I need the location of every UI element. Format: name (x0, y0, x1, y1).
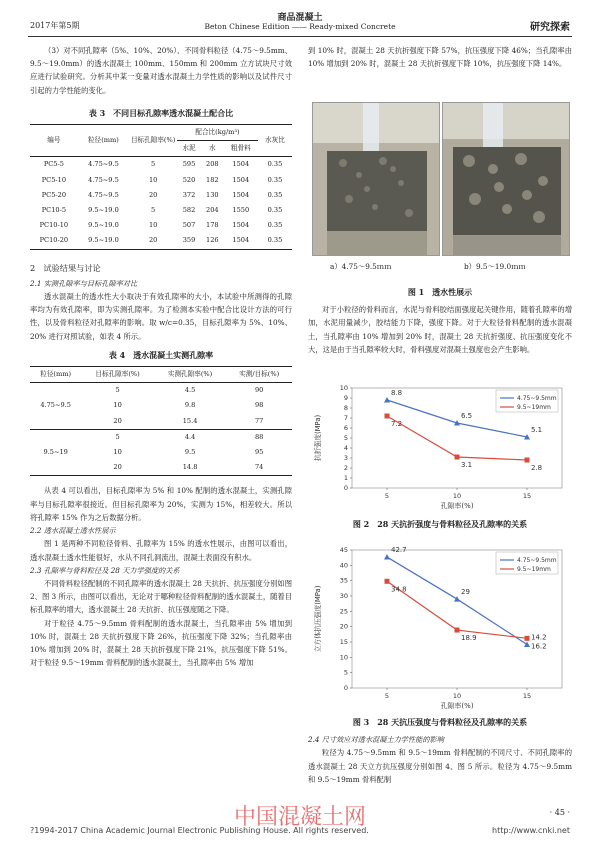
y-tick-label: 3 (343, 454, 348, 462)
permeable-concrete-photo-b (443, 103, 569, 255)
table3-cell: 4.75~9.5 (88, 160, 119, 169)
x-tick-label: 15 (522, 492, 532, 500)
table3-cell: 9.5~19.0 (88, 206, 119, 215)
table4-cell: 9.8 (184, 401, 196, 410)
table3-cell: 1504 (232, 236, 250, 245)
table3-h-cement: 水泥 (182, 144, 196, 153)
figure1-caption: 图 1 透水性展示 (407, 287, 473, 297)
table4-h-measured: 实测孔隙率(%) (167, 370, 213, 379)
table4-h-size: 粒径(mm) (40, 370, 72, 379)
table3-cell: 20 (148, 236, 158, 245)
table3-cell: 582 (182, 206, 196, 215)
right-column-bottom (308, 712, 572, 786)
data-point (455, 455, 460, 460)
table3-cell: 1550 (232, 206, 250, 215)
table3-h-porosity: 目标孔隙率(%) (129, 125, 177, 157)
section-2-3-heading: 2.3 孔隙率与骨料粒径及 28 天力学强度的关系 (30, 565, 180, 575)
section-2-3-paragraph-b: 对于粒径 4.75～9.5mm 骨料配制的透水混凝土，当孔隙率由 5% 增加到 10% 时，混凝土 28 天抗折强度下降 26%，抗压强度下降 32%；当孔隙率由 10% 增加到 20% 时，混凝土 28 天抗折强度下降 21%，抗压强度下降 51%。对于粒径 9.5～19mm 骨料配制的透水混凝土，当孔隙率由 5% 增加 (30, 618, 292, 668)
figure3-caption: 图 3 28 天抗压强度与骨料粒径及孔隙率的关系 (352, 717, 528, 727)
table3-cell: 130 (206, 190, 219, 199)
y-tick-label: 45 (339, 546, 348, 554)
table3-row (30, 233, 292, 249)
figure3-chart (312, 542, 574, 710)
permeable-concrete-photo-a (313, 103, 439, 255)
issue-label: 2017年第5期 (30, 21, 80, 30)
data-point (385, 414, 390, 419)
table3-cell: 10 (148, 175, 158, 184)
left-column (30, 44, 292, 669)
table4-cell: 95 (254, 448, 264, 457)
section-2-4-heading: 2.4 尺寸效应对透水混凝土力学性能的影响 (308, 735, 444, 745)
table3-h-no: 编号 (30, 125, 78, 157)
y-tick-label: 30 (339, 592, 348, 600)
table3-cell: 1504 (232, 160, 250, 169)
data-point (455, 628, 460, 633)
y-tick-label: 35 (339, 576, 348, 585)
y-axis-label: 抗折强度(MPa) (314, 414, 322, 462)
journal-title-en: Beton Chinese Edition —— Ready-mixed Concrete (204, 22, 396, 31)
table3-row (30, 203, 292, 218)
table3-cell: 182 (206, 175, 219, 184)
x-axis-label: 孔隙率(%) (440, 702, 474, 710)
table4-cell: 10 (113, 401, 122, 410)
x-tick-label: 10 (452, 692, 462, 700)
table4-cell: 14.8 (182, 463, 198, 472)
table3-cell: 520 (182, 175, 196, 184)
table3-row (30, 173, 292, 188)
y-tick-label: 15 (339, 638, 348, 646)
table3-cell: PC10-20 (39, 236, 69, 245)
y-tick-label: 2 (343, 464, 348, 472)
table3-cell: 0.35 (267, 221, 283, 230)
watermark-brand: 中国混凝土网 (233, 805, 366, 830)
section-2-1-heading: 2.1 实测孔隙率与目标孔隙率对比 (30, 278, 138, 288)
intro-paragraph: （3）对不同孔隙率（5%、10%、20%）、不同骨料粒径（4.75～9.5mm、9.5～19.0mm）的透水混凝土 100mm、150mm 和 200mm 立方试块尺寸效应进行试验研究。分析其中某一变量对透水混凝土力学性质的影响以及试件尺寸引起的力学性能的变化。 (30, 46, 292, 95)
data-label: 16.2 (531, 642, 547, 651)
figure2-caption-wrap (308, 514, 572, 535)
table3-cell: 595 (182, 160, 196, 169)
data-point (525, 636, 530, 641)
data-label: 7.2 (391, 420, 403, 428)
table4-cell: 4.5 (184, 386, 196, 395)
y-tick-label: 8 (343, 404, 348, 412)
data-label: 29 (461, 588, 470, 597)
table4-group-cell: 9.5~19 (30, 429, 81, 476)
table4-cell: 4.4 (184, 432, 196, 441)
journal-title-cn: 商品混凝土 (277, 13, 323, 23)
legend-entry: 9.5~19mm (517, 566, 551, 573)
x-tick-label: 5 (384, 692, 390, 700)
y-tick-label: 6 (343, 424, 348, 432)
y-tick-label: 5 (343, 668, 348, 677)
figure2-caption: 图 2 28 天抗折强度与骨料粒径及孔隙率的关系 (352, 519, 528, 529)
footer (30, 826, 570, 835)
section-2-2-paragraph: 图 1 是两种不同粒径骨料、孔隙率为 15% 的透水性展示，由图可以看出，透水混凝土透水性能很好，水从不同孔洞流出，混凝土表面没有积水。 (30, 539, 292, 562)
table4-cell: 20 (113, 463, 122, 472)
table3-cell: 1504 (232, 221, 250, 230)
table3-cell: 126 (206, 236, 219, 245)
y-tick-label: 40 (339, 561, 348, 570)
table4-row (30, 383, 292, 399)
table3-cell: 0.35 (267, 160, 283, 169)
table3-row (30, 157, 292, 173)
section-2-2-heading: 2.2 透水混凝土透水性展示 (30, 526, 116, 536)
table3-cell: PC10-5 (41, 206, 67, 215)
x-axis-label: 孔隙率(%) (440, 502, 474, 510)
y-axis-label: 立方体抗压强度(MPa) (314, 585, 322, 653)
y-tick-label: 10 (339, 384, 348, 392)
legend-entry: 4.75~9.5mm (517, 557, 557, 564)
table4 (30, 366, 292, 476)
table3-cell: 5 (151, 206, 156, 215)
table3-cell: 9.5~19.0 (88, 221, 119, 230)
table3-cell: PC10-10 (39, 221, 69, 230)
table4-cell: 10 (113, 448, 122, 457)
table4-cell: 5 (115, 432, 120, 441)
section-2-heading: 2 试验结果与讨论 (30, 262, 101, 273)
table3-cell: 20 (148, 190, 158, 199)
section-label: 研究探索 (530, 22, 570, 33)
table3-caption: 表 3 不同目标孔隙率透水混凝土配合比 (88, 107, 234, 118)
table3-cell: 9.5~19.0 (88, 236, 119, 245)
y-tick-label: 10 (339, 653, 348, 662)
legend-entry: 9.5~19mm (517, 404, 551, 411)
section-2-4-paragraph: 粒径为 4.75～9.5mm 和 9.5～19mm 骨料配制的不同尺寸、不同孔隙率的透水混凝土 28 天立方抗压强度分别如图 4、图 5 所示。粒径为 4.75～9.5mm 和 9.5～19mm 骨料配制 (308, 748, 572, 784)
data-point (524, 641, 530, 647)
table3-cell: 5 (151, 160, 156, 169)
table3-cell: 0.35 (267, 190, 283, 199)
data-point (525, 458, 530, 463)
data-label: 18.9 (461, 634, 477, 643)
table4-cell: 90 (254, 386, 264, 395)
table4-h-target: 目标孔隙率(%) (95, 370, 140, 379)
table3-cell: 1504 (232, 190, 250, 199)
y-tick-label: 4 (343, 444, 348, 452)
data-label: 6.5 (461, 412, 473, 420)
table4-cell: 5 (115, 386, 120, 395)
photo-a (312, 102, 440, 256)
x-tick-label: 10 (452, 492, 462, 500)
figure2-chart (312, 382, 574, 510)
table3-h-aggregate: 粗骨料 (230, 144, 251, 153)
table4-cell: 98 (254, 401, 264, 410)
data-label: 5.1 (531, 426, 543, 434)
photo-a-caption: a）4.75～9.5ｍｍ (330, 262, 392, 271)
table3-cell: 507 (182, 221, 196, 230)
x-tick-label: 5 (384, 492, 390, 500)
table3-cell: PC5-10 (41, 175, 67, 184)
data-point (385, 579, 390, 584)
y-tick-label: 7 (343, 414, 348, 422)
right-column-top (308, 44, 572, 70)
data-label: 3.1 (461, 461, 473, 469)
section-2-1-paragraph-b: 从表 4 可以看出，目标孔隙率为 5% 和 10% 配制的透水混凝土，实测孔隙率与目标孔隙率很接近。但目标孔隙率为 20%，实测为 15%，相差较大。所以将孔隙率 15% 作为之后数据分析。 (30, 486, 292, 522)
x-tick-label: 15 (522, 692, 532, 700)
data-label: 8.8 (391, 389, 403, 397)
table3-cell: 4.75~9.5 (88, 175, 119, 184)
table3-cell: 178 (206, 221, 219, 230)
table4-cell: 77 (254, 416, 264, 425)
table3-h-wc: 水灰比 (258, 125, 292, 157)
table3-cell: PC5-20 (41, 190, 67, 199)
y-tick-label: 0 (343, 684, 348, 692)
table3-cell: 10 (148, 221, 158, 230)
y-tick-label: 0 (343, 484, 348, 492)
footer-url: http://www.cnki.net (492, 826, 570, 835)
table3-cell: 0.35 (267, 206, 283, 215)
header-rule (28, 36, 572, 37)
table4-row (30, 429, 292, 445)
section-2-3-paragraph-a: 不同骨料粒径配制的不同孔隙率的透水混凝土 28 天抗折、抗压强度分别如图 2、图 3 所示，由图可以看出，无论对于哪种粒径骨料配制的透水混凝土，随着目标孔隙率的增大，透水混凝土 28 天抗折、抗压强度随之下降。 (30, 578, 293, 615)
right-column-mid (308, 282, 572, 356)
photo-b-caption: b）9.5～19.0ｍｍ (464, 262, 526, 271)
table4-group-cell: 4.75~9.5 (30, 383, 81, 430)
data-point (384, 397, 390, 403)
table4-cell: 88 (254, 432, 264, 441)
data-label: 42.7 (391, 546, 407, 555)
data-point (384, 554, 390, 560)
table3-cell: 0.35 (267, 175, 283, 184)
section-2-1-paragraph: 透水混凝土的透水性大小取决于有效孔隙率的大小，本试验中所测得的孔隙率均为有效孔隙率，即为实测孔隙率。为了检测本实验中配合比设计方法的可行性，以及骨料粒径对孔隙率的影响。取 w/c=0.35，目标孔隙率为 5%、10%、20% 进行对照试验，如表 4 所示。 (30, 292, 292, 341)
table3-cell: 372 (182, 190, 196, 199)
table3 (30, 124, 292, 250)
legend-entry: 4.75~9.5mm (517, 395, 557, 402)
table4-cell: 20 (113, 416, 122, 425)
photo-b (442, 102, 570, 256)
y-tick-label: 20 (339, 622, 348, 631)
table3-row (30, 188, 292, 203)
table3-cell: 1504 (232, 175, 250, 184)
right-top-paragraph: 到 10% 时，混凝土 28 天抗折强度下降 57%，抗压强度下降 46%；当孔隙率由 10% 增加到 20% 时，混凝土 28 天抗折强度下降 10%，抗压强度下降 14%。 (308, 46, 572, 69)
table4-h-ratio: 实测/目标(%) (239, 370, 280, 379)
table3-row (30, 218, 292, 233)
data-label: 2.8 (531, 464, 543, 472)
y-tick-label: 25 (339, 607, 348, 616)
table3-h-mix: 配合比(kg/m³) (177, 125, 258, 141)
data-point (454, 596, 460, 602)
table3-cell: 204 (206, 206, 219, 215)
table3-h-size: 粒径(mm) (78, 125, 129, 157)
data-label: 14.2 (531, 633, 547, 642)
table3-h-water: 水 (209, 144, 216, 153)
y-tick-label: 5 (343, 434, 348, 442)
y-tick-label: 1 (343, 474, 348, 482)
table4-caption: 表 4 透水混凝土实测孔隙率 (108, 349, 214, 360)
table3-cell: 4.75~9.5 (88, 190, 119, 199)
table3-cell: 359 (182, 236, 196, 245)
table4-cell: 9.5 (184, 448, 196, 457)
table3-cell: 0.35 (267, 236, 283, 245)
table4-cell: 15.4 (182, 416, 198, 425)
right-mid-paragraph: 对于小粒径的骨料而言，水泥与骨料胶结面强度起关键作用，随着孔隙率的增加，水泥用量减少，胶结能力下降，强度下降。对于大粒径骨料配制的透水混凝土，当孔隙率由 10% 增加到 20% 时，混凝土 28 天抗折强度、抗压强度变化不大，这是由于当孔隙率较大时，骨料强度对混凝土强度也会产生影响。 (308, 305, 572, 354)
page-number: · 45 · (549, 808, 570, 817)
table4-cell: 74 (254, 463, 264, 472)
table3-cell: 208 (206, 160, 219, 169)
data-label: 34.8 (391, 585, 407, 594)
footer-copyright: ?1994-2017 China Academic Journal Electronic Publishing House. All rights reserved. (30, 826, 369, 835)
y-tick-label: 9 (343, 394, 348, 402)
table3-cell: PC5-5 (43, 160, 64, 169)
